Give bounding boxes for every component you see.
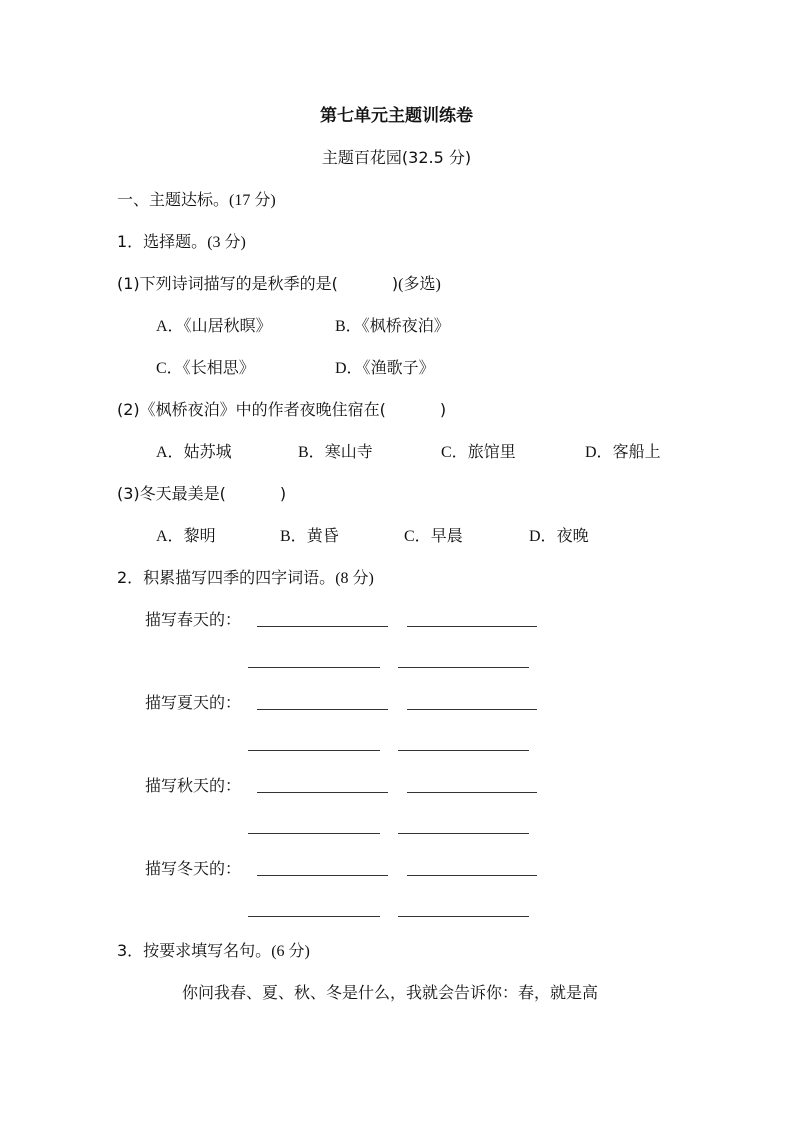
question-2-score: (8 分)	[335, 570, 374, 587]
subquestion-2-paren-close: )	[439, 400, 447, 419]
question-3-passage: 你问我春、夏、秋、冬是什么，我就会告诉你：春，就是高	[182, 983, 599, 1002]
option-letter: D．	[585, 444, 613, 461]
option-letter: A．	[156, 444, 184, 461]
question-1-text: 1．选择题。	[117, 232, 208, 251]
option-text: 《枫桥夜泊》	[361, 316, 450, 335]
summer-blank-3[interactable]	[248, 750, 380, 751]
option-letter: D．	[335, 360, 363, 377]
subquestion-1-text: (1)下列诗词描写的是秋季的是(	[117, 274, 338, 293]
option-text: 黄昏	[306, 526, 339, 545]
option-letter: A．	[156, 528, 184, 545]
autumn-blank-1[interactable]	[257, 792, 388, 793]
option-text: 夜晚	[556, 526, 589, 545]
summer-label: 描写夏天的：	[145, 693, 242, 712]
autumn-blank-4[interactable]	[398, 833, 529, 834]
question-3-heading	[117, 939, 310, 964]
subquestion-3-text: (3)冬天最美是(	[117, 484, 226, 503]
summer-blank-2[interactable]	[407, 709, 537, 710]
subquestion-2-stem	[117, 398, 446, 422]
question-3-score: (6 分)	[271, 943, 310, 960]
option-letter: C．	[404, 528, 431, 545]
option-b[interactable]	[335, 314, 450, 339]
option-letter: A．	[156, 318, 184, 335]
option-letter: B．	[280, 528, 307, 545]
option-text: 《山居秋暝》	[183, 316, 272, 335]
option-text: 《渔歌子》	[362, 358, 435, 377]
option-text: 旅馆里	[467, 442, 516, 461]
option-b[interactable]	[298, 440, 373, 465]
autumn-blank-3[interactable]	[248, 833, 380, 834]
spring-label: 描写春天的：	[145, 610, 242, 629]
question-2-text: 2．积累描写四季的四字词语。	[117, 568, 336, 587]
subquestion-3-paren-close: )	[279, 484, 287, 503]
option-a[interactable]	[156, 314, 272, 339]
option-c[interactable]	[441, 440, 516, 465]
summer-blank-4[interactable]	[398, 750, 529, 751]
option-a[interactable]	[156, 440, 232, 465]
section-score: (17 分)	[229, 192, 276, 209]
winter-blank-2[interactable]	[407, 875, 537, 876]
winter-blank-4[interactable]	[398, 916, 529, 917]
summer-blank-1[interactable]	[257, 709, 388, 710]
page-subtitle: 主题百花园(32.5 分)	[321, 148, 472, 167]
question-1-score: (3 分)	[207, 234, 246, 251]
option-letter: B．	[298, 444, 325, 461]
option-c[interactable]	[156, 356, 255, 381]
subquestion-1-paren-close: )	[391, 274, 399, 293]
spring-blank-1[interactable]	[257, 626, 388, 627]
spring-blank-3[interactable]	[248, 667, 380, 668]
option-text: 姑苏城	[183, 442, 232, 461]
section-heading	[117, 188, 276, 213]
autumn-blank-2[interactable]	[407, 792, 537, 793]
option-text: 《长相思》	[182, 358, 255, 377]
autumn-label: 描写秋天的：	[145, 776, 242, 795]
question-2-heading	[117, 566, 374, 591]
subquestion-1-stem	[117, 272, 441, 297]
option-c[interactable]	[404, 524, 463, 549]
subquestion-3-stem	[117, 482, 286, 506]
option-a[interactable]	[156, 524, 216, 549]
option-letter: C．	[156, 360, 183, 377]
option-b[interactable]	[280, 524, 339, 549]
option-d[interactable]	[529, 524, 589, 549]
subquestion-1-note: (多选)	[398, 276, 441, 293]
option-text: 黎明	[183, 526, 216, 545]
winter-blank-1[interactable]	[257, 875, 388, 876]
option-letter: C．	[441, 444, 468, 461]
option-letter: B．	[335, 318, 362, 335]
option-text: 寒山寺	[324, 442, 373, 461]
question-3-text: 3．按要求填写名句。	[117, 941, 272, 960]
page-title: 第七单元主题训练卷	[320, 106, 473, 126]
question-1-heading	[117, 230, 246, 255]
section-heading-text: 一、主题达标。	[117, 190, 230, 209]
spring-blank-2[interactable]	[407, 626, 537, 627]
winter-label: 描写冬天的：	[145, 859, 242, 878]
spring-blank-4[interactable]	[398, 667, 529, 668]
option-d[interactable]	[585, 440, 661, 465]
option-letter: D．	[529, 528, 557, 545]
option-d[interactable]	[335, 356, 435, 381]
winter-blank-3[interactable]	[248, 916, 380, 917]
subquestion-2-text: (2)《枫桥夜泊》中的作者夜晚住宿在(	[117, 400, 386, 419]
option-text: 早晨	[430, 526, 463, 545]
option-text: 客船上	[612, 442, 661, 461]
